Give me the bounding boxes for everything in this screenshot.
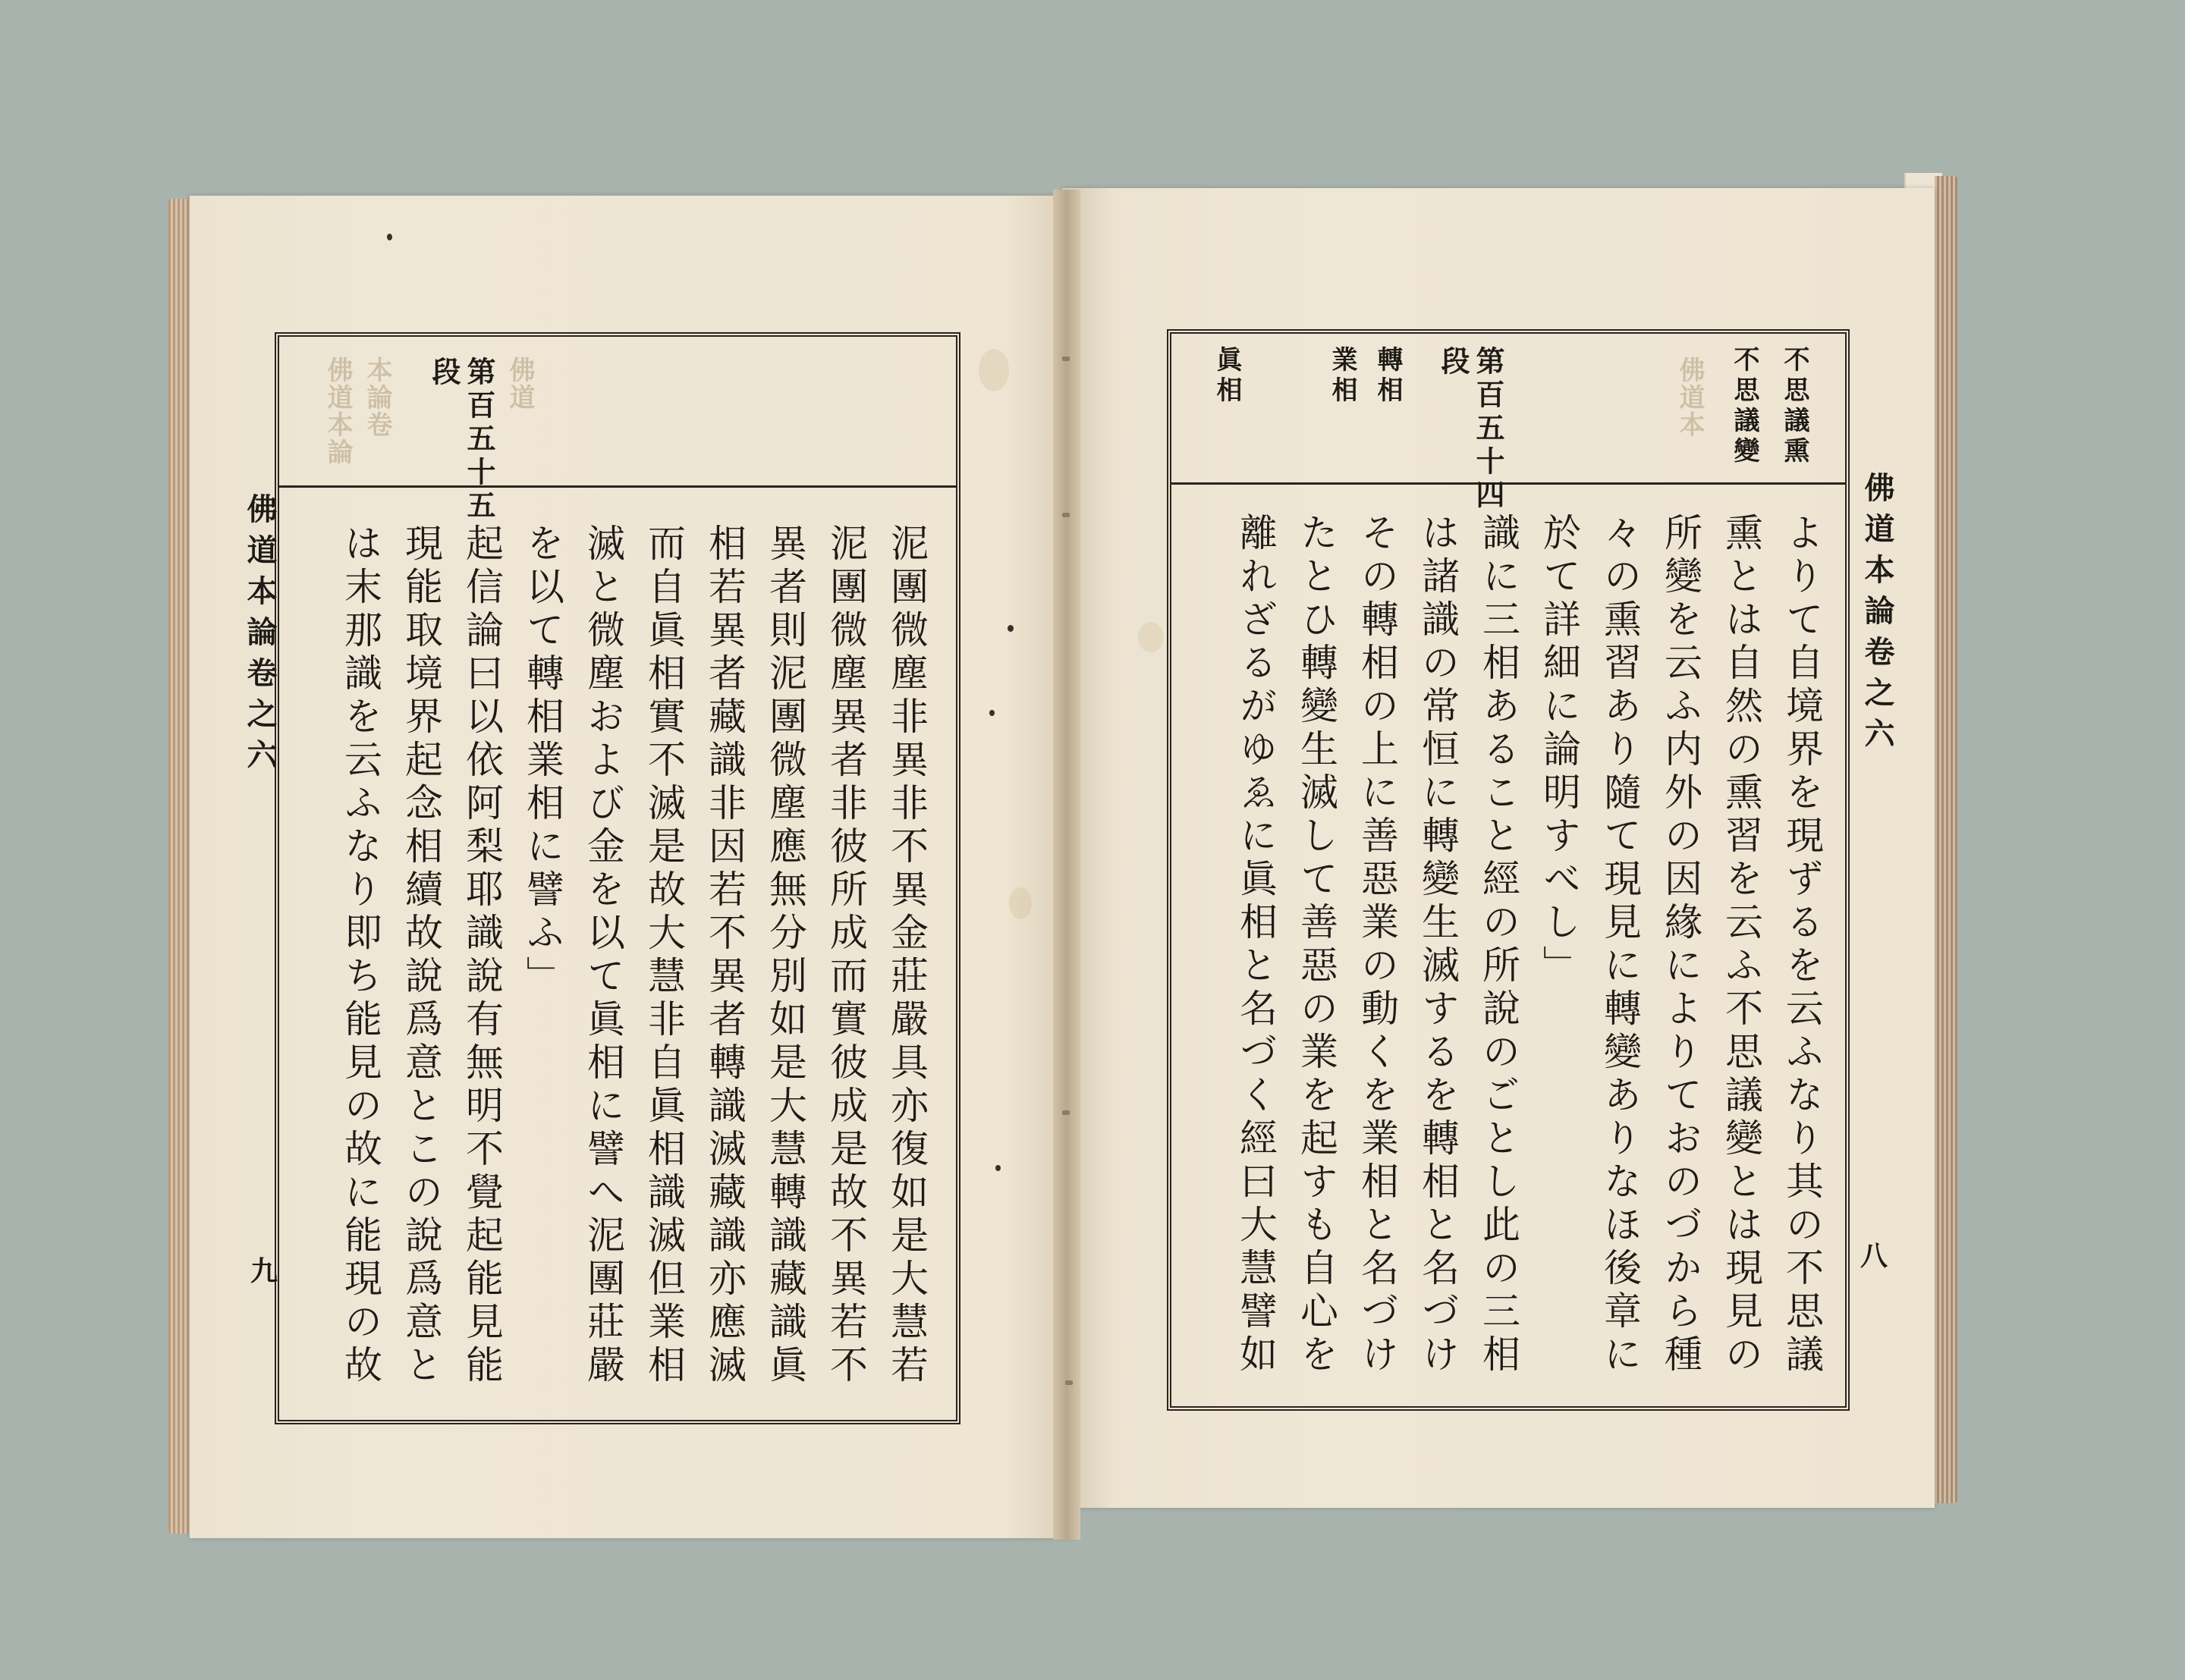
- right-folio: 八: [1860, 1240, 1888, 1272]
- right-body-column-7: は諸識の常恒に轉變生滅するを轉相と名づけ: [1416, 513, 1460, 1377]
- paper-speck: [995, 1165, 1001, 1171]
- paper-stain: [1138, 622, 1164, 652]
- left-header-rule: [279, 485, 956, 488]
- right-body-column-1: よりて自境界を現ずるを云ふなり其の不思議: [1780, 513, 1824, 1377]
- book-gutter: [1053, 190, 1080, 1540]
- paper-speck: [387, 234, 392, 240]
- book-fore-edge-right: [1935, 176, 1957, 1503]
- bleed-through-text: 佛道: [505, 356, 535, 411]
- right-section-term: 眞相: [1212, 346, 1242, 407]
- binding-stitch: [1065, 1380, 1073, 1385]
- left-body-column-1: 泥團微塵非異非不異金莊嚴具亦復如是大慧若: [885, 523, 929, 1388]
- binding-stitch: [1062, 356, 1070, 361]
- right-section-term: 轉相: [1372, 346, 1403, 407]
- right-side-note-1: 不思議熏: [1779, 346, 1809, 467]
- left-body-column-10: は末那識を云ふなり即ち能見の故に能現の故: [338, 523, 382, 1388]
- right-body-column-4: 々の熏習あり隨て現見に轉變ありなほ後章に: [1598, 513, 1642, 1377]
- bleed-through-text: 佛道本: [1674, 356, 1705, 438]
- right-side-note-2: 不思議變: [1729, 346, 1759, 467]
- left-body-column-7: を以て轉相業相に譬ふ」: [520, 523, 564, 999]
- right-body-column-8: その轉相の上に善惡業の動くを業相と名づけ: [1355, 513, 1399, 1377]
- left-body-column-5: 而自眞相實不滅是故大慧非自眞相識滅但業相: [642, 523, 686, 1388]
- left-folio: 九: [250, 1255, 278, 1287]
- paper-speck: [1008, 625, 1014, 632]
- left-section-label: 第百五十五: [462, 356, 496, 523]
- paper-speck: [989, 710, 995, 716]
- left-body-column-2: 泥團微塵異者非彼所成而實彼成是故不異若不: [824, 523, 868, 1388]
- right-body-column-6: 識に三相あること經の所說のごとし此の三相: [1476, 513, 1520, 1377]
- right-header-rule: [1171, 482, 1845, 485]
- bleed-through-text: 佛道本論: [322, 356, 353, 466]
- right-body-column-10: 離れざるがゆゑに眞相と名づく經曰大慧譬如: [1234, 513, 1278, 1377]
- right-body-column-2: 熏とは自然の熏習を云ふ不思議變とは現見の: [1719, 513, 1763, 1377]
- left-body-column-6: 滅と微塵および金を以て眞相に譬へ泥團莊嚴: [581, 523, 625, 1388]
- left-running-head: 佛道本論卷之六: [242, 493, 278, 780]
- right-section-label-suffix: 段: [1436, 346, 1470, 379]
- right-body-column-3: 所變を云ふ内外の因緣によりておのづから種: [1658, 513, 1702, 1377]
- right-section-term: 業相: [1327, 346, 1357, 407]
- binding-stitch: [1062, 1110, 1070, 1115]
- right-body-column-5: 於て詳細に論明すべし」: [1537, 513, 1581, 988]
- left-body-column-4: 相若異者藏識非因若不異者轉識滅藏識亦應滅: [703, 523, 747, 1388]
- left-body-column-3: 異者則泥團微塵應無分別如是大慧轉識藏識眞: [763, 523, 807, 1388]
- bleed-through-text: 本論卷: [362, 356, 392, 438]
- paper-stain: [979, 349, 1009, 391]
- right-body-column-9: たとひ轉變生滅して善惡の業を起すも自心を: [1294, 513, 1338, 1377]
- left-section-label-suffix: 段: [427, 356, 461, 390]
- right-running-head: 佛道本論卷之六: [1860, 472, 1895, 758]
- left-body-column-8: 起信論曰以依阿梨耶識說有無明不覺起能見能: [460, 523, 504, 1388]
- left-body-column-9: 現能取境界起念相續故說爲意とこの說爲意と: [399, 523, 443, 1388]
- right-section-label: 第百五十四: [1471, 346, 1505, 513]
- paper-stain: [1009, 887, 1032, 919]
- binding-stitch: [1062, 513, 1070, 517]
